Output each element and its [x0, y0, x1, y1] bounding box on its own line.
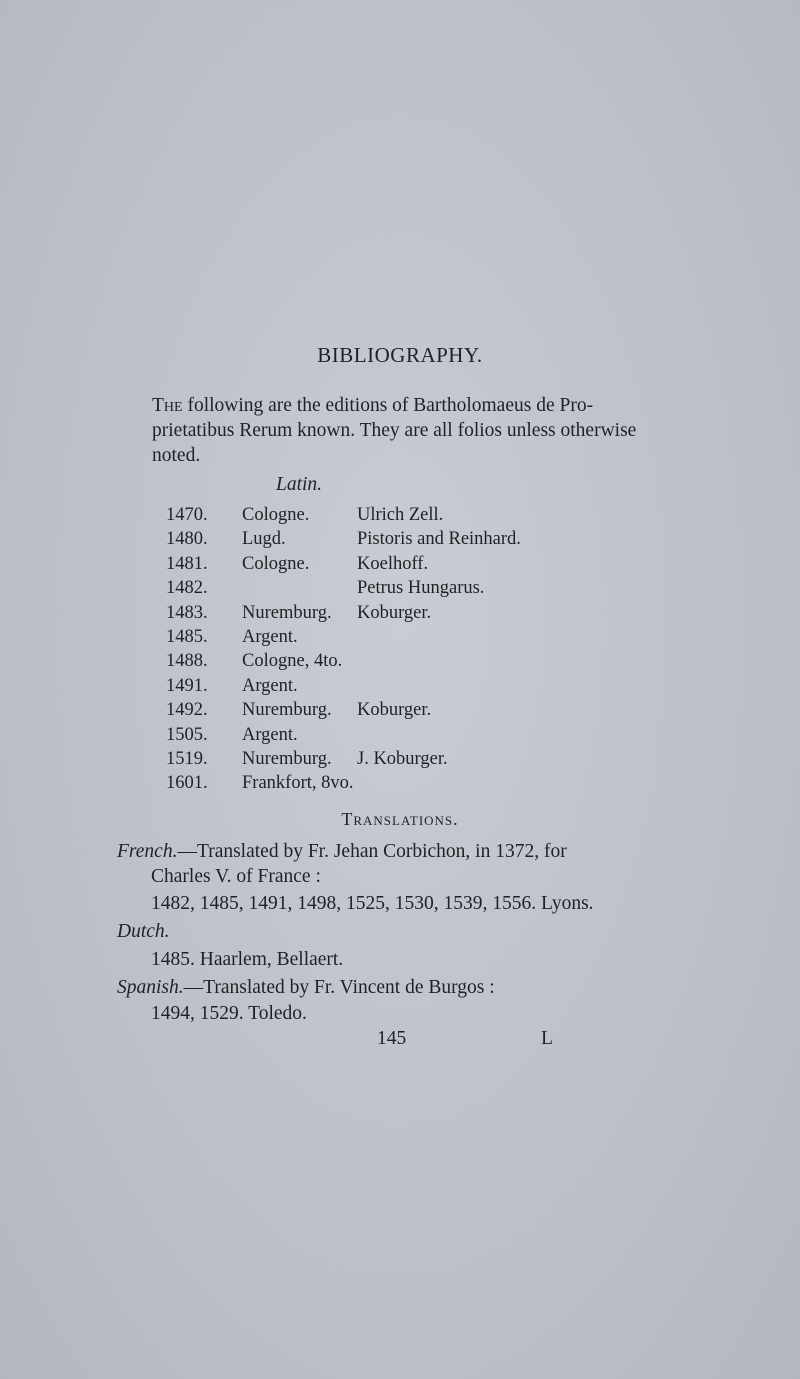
translations-section-title: Translations. — [341, 809, 459, 829]
spanish-text-1: —Translated by Fr. Vincent de Burgos : — [183, 977, 495, 998]
edition-printer: Koburger. — [357, 700, 432, 721]
edition-printer: Pistoris and Reinhard. — [357, 529, 521, 550]
edition-printer: Ulrich Zell. — [357, 505, 444, 525]
edition-year: 1601. — [166, 773, 208, 794]
table-row — [0, 627, 800, 651]
edition-year: 1470. — [166, 505, 208, 525]
edition-place: Cologne. — [242, 553, 310, 574]
edition-place: Argent. — [242, 724, 298, 745]
edition-year: 1492. — [166, 700, 208, 721]
edition-place: Nuremburg. — [242, 748, 332, 769]
spanish-label: Spanish. — [117, 977, 184, 998]
dutch-label: Dutch. — [117, 921, 170, 942]
table-row — [0, 700, 800, 724]
edition-year: 1482. — [166, 578, 208, 599]
edition-year: 1485. — [166, 626, 208, 647]
edition-place: Argent. — [242, 675, 298, 696]
edition-place: Nuremburg. — [242, 602, 332, 623]
edition-year: 1480. — [166, 529, 208, 550]
table-row — [0, 578, 800, 602]
intro-line-2: prietatibus Rerum known. They are all folios unless otherwise — [152, 420, 637, 441]
edition-place: Nuremburg. — [242, 700, 332, 721]
intro-line-3: noted. — [152, 445, 201, 466]
edition-place: Frankfort, 8vo. — [242, 773, 354, 794]
dutch-entry-label — [117, 921, 800, 943]
edition-year: 1505. — [166, 724, 208, 745]
french-label: French. — [117, 841, 178, 862]
page-number: 145 — [377, 1028, 407, 1049]
signature-mark: L — [541, 1028, 553, 1049]
table-row — [0, 749, 800, 773]
edition-place: Cologne, 4to. — [242, 651, 343, 672]
intro-line-1-rest: following are the editions of Bartholomaeus de Pro- — [187, 395, 594, 416]
latin-section-title: Latin. — [275, 474, 323, 495]
french-entry-line-2: Charles V. of France : — [151, 866, 321, 887]
edition-year: 1519. — [166, 748, 208, 769]
table-row — [0, 676, 800, 700]
intro-line-1 — [152, 393, 592, 418]
edition-year: 1483. — [166, 602, 208, 623]
french-text-1: —Translated by Fr. Jehan Corbichon, in 1372, for — [177, 841, 567, 862]
edition-printer: J. Koburger. — [357, 748, 448, 769]
latin-editions-table — [0, 505, 800, 798]
dutch-entry-line-1: 1485. Haarlem, Bellaert. — [151, 949, 344, 970]
edition-printer: Koburger. — [357, 602, 432, 623]
french-entry-line-1 — [117, 841, 800, 863]
intro-first-word: The — [152, 395, 183, 416]
page-heading: BIBLIOGRAPHY. — [317, 343, 483, 367]
edition-place: Cologne. — [242, 505, 310, 525]
edition-printer: Petrus Hungarus. — [357, 578, 485, 599]
edition-year: 1481. — [166, 553, 208, 574]
table-row — [0, 505, 800, 529]
table-row — [0, 554, 800, 578]
edition-place: Lugd. — [242, 529, 286, 550]
table-row — [0, 773, 800, 797]
table-row — [0, 603, 800, 627]
french-entry-line-3: 1482, 1485, 1491, 1498, 1525, 1530, 1539, 1556. Lyons. — [151, 893, 594, 914]
table-row — [0, 529, 800, 553]
spanish-entry-line-1 — [117, 977, 800, 999]
intro-paragraph — [152, 393, 637, 468]
table-row — [0, 651, 800, 675]
edition-year: 1488. — [166, 651, 208, 672]
edition-place: Argent. — [242, 626, 298, 647]
edition-printer: Koelhoff. — [357, 553, 429, 574]
table-row — [0, 725, 800, 749]
spanish-entry-line-2: 1494, 1529. Toledo. — [151, 1003, 307, 1024]
edition-year: 1491. — [166, 675, 208, 696]
